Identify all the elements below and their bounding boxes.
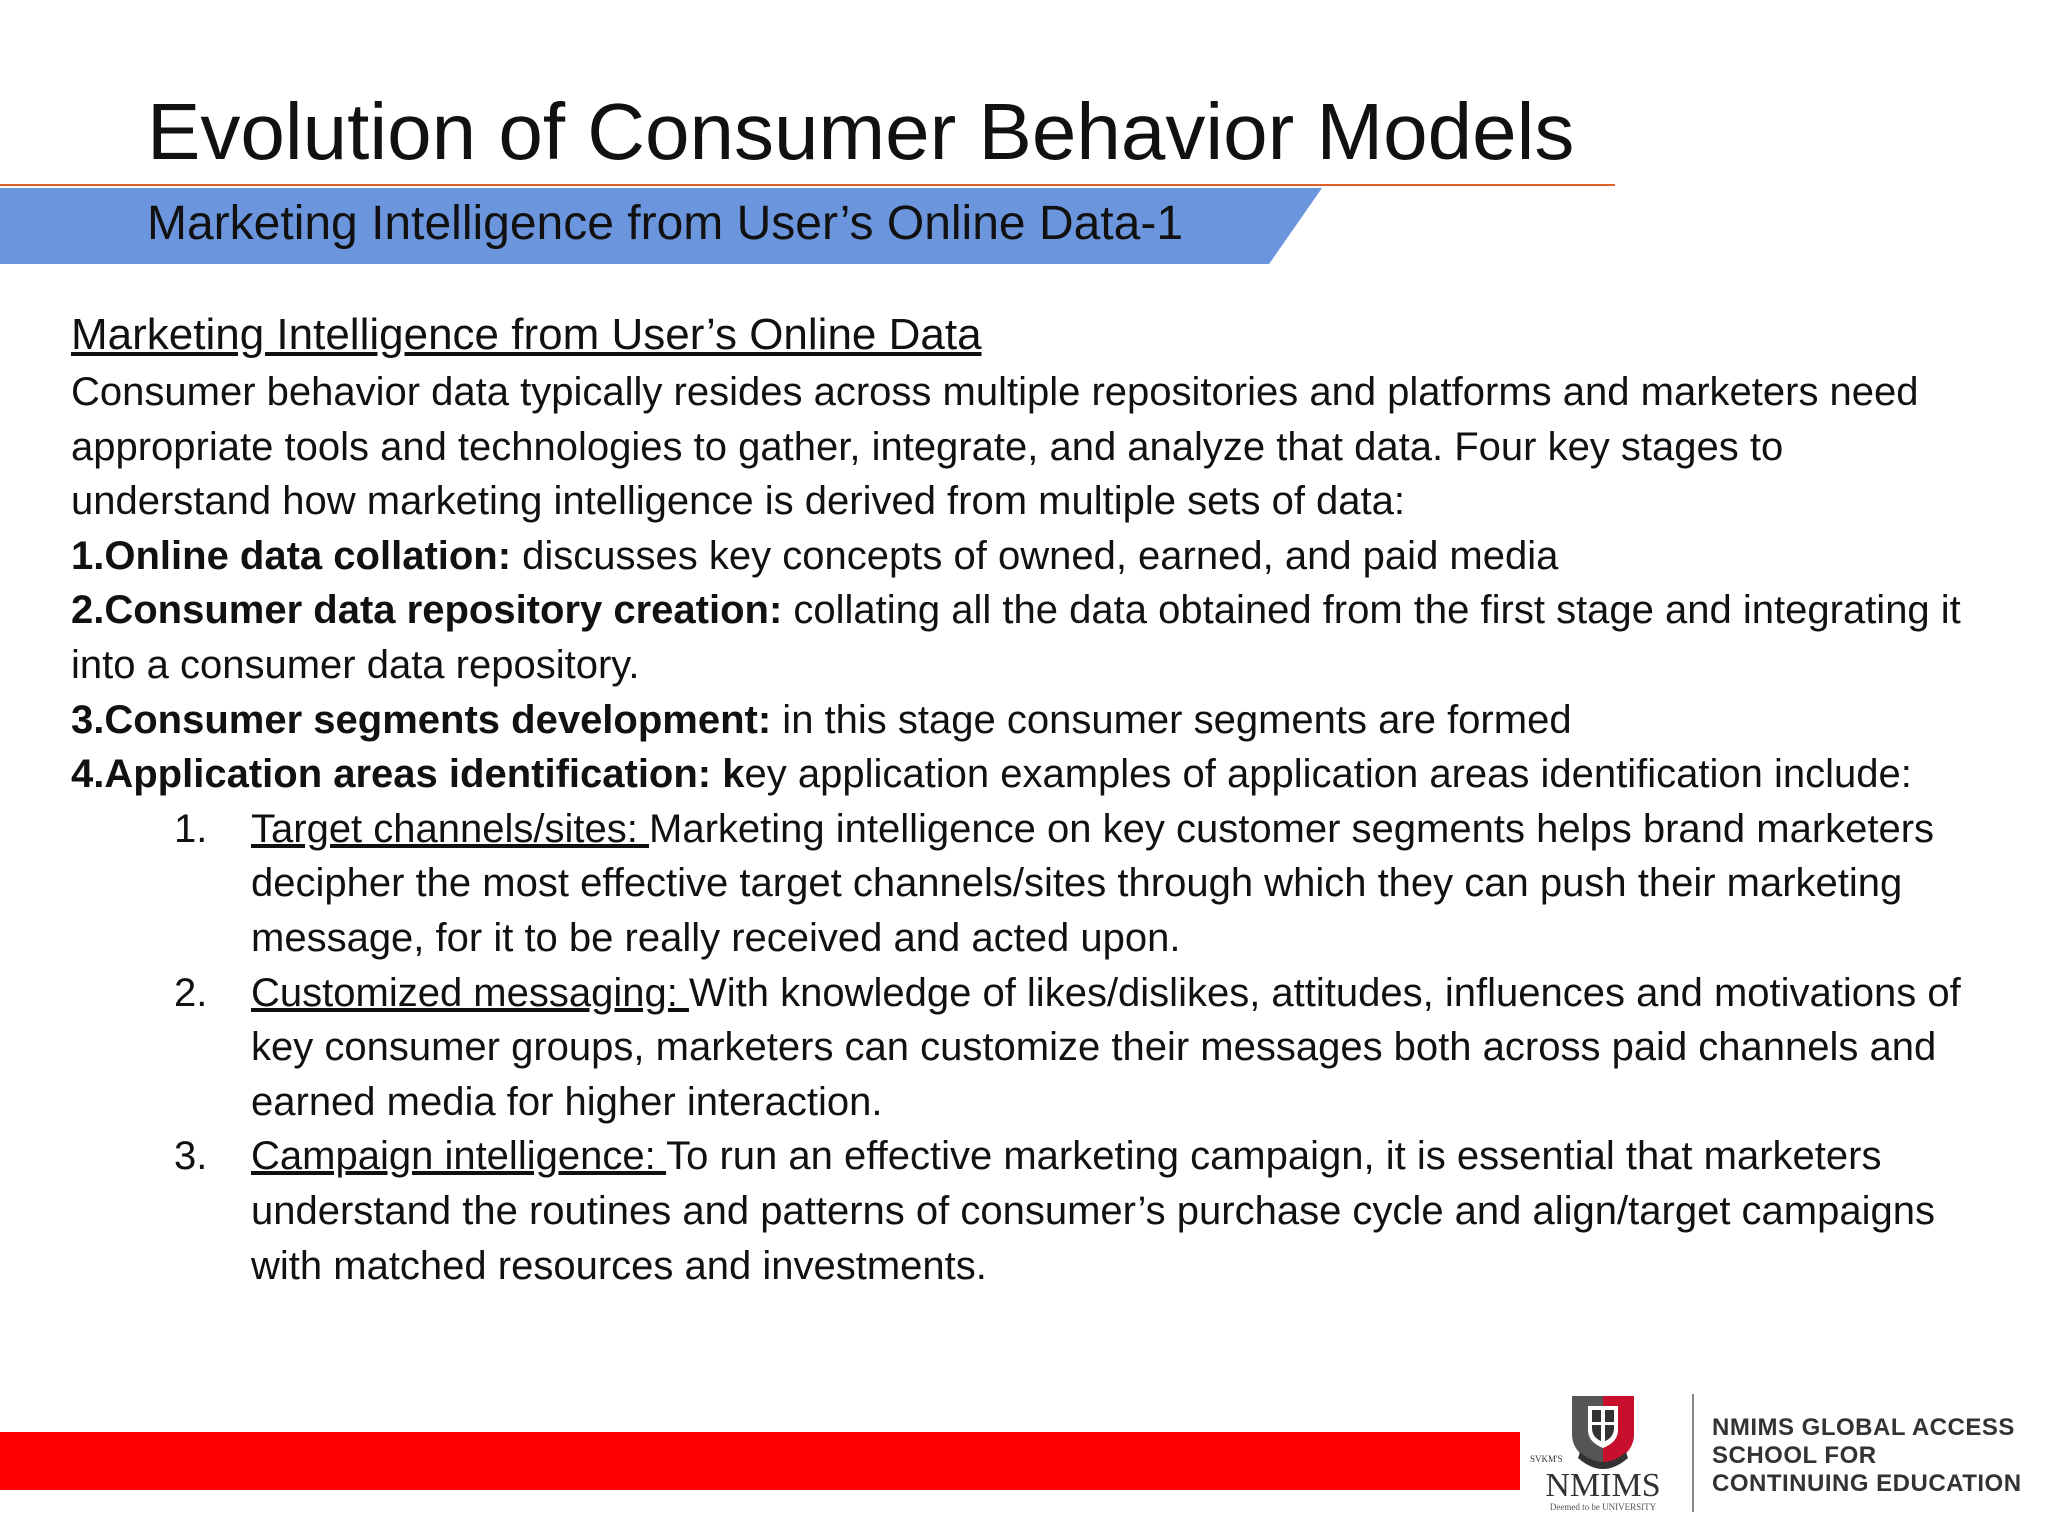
- slide-subtitle: Marketing Intelligence from User’s Online Data-1: [147, 197, 1184, 250]
- stage-item: [71, 747, 1971, 802]
- application-item: [71, 1129, 1981, 1293]
- stage-label: 1.Online data collation:: [71, 533, 512, 578]
- logo-prefix: SVKM'S: [1530, 1454, 1563, 1464]
- application-text: Marketing intelligence on key customer segments helps brand marketers decipher the most effective target channels/sites through which they can push their marketing message, for it to be really received and acted upon.: [251, 806, 1935, 960]
- title-underline-rule: [0, 184, 1615, 186]
- application-item: [71, 802, 1981, 966]
- stage-item: [71, 529, 1971, 584]
- content-heading: Marketing Intelligence from User’s Online Data: [71, 310, 982, 359]
- stage-text: discusses key concepts of owned, earned, and paid media: [511, 533, 1559, 578]
- application-text: With knowledge of likes/dislikes, attitudes, influences and motivations of key consumer groups, marketers can customize their messages both across paid channels and earned media for higher interaction.: [251, 970, 1961, 1124]
- stage-text: in this stage consumer segments are formed: [771, 697, 1572, 742]
- logo-divider: [1692, 1394, 1694, 1512]
- school-name-line: SCHOOL FOR: [1712, 1442, 1877, 1469]
- logo-tagline: Deemed to be UNIVERSITY: [1549, 1502, 1657, 1512]
- footer-red-bar: [0, 1432, 1520, 1490]
- stage-item: [71, 693, 1971, 748]
- application-number: 3.: [174, 1134, 208, 1179]
- stage-label: 2.Consumer data repository creation:: [71, 588, 783, 633]
- application-label: Target channels/sites:: [251, 806, 649, 851]
- stage-label: 3.Consumer segments development:: [71, 697, 772, 742]
- stage-text: ey application examples of application areas identification include:: [744, 752, 1912, 797]
- intro-paragraph: Consumer behavior data typically resides across multiple repositories and platforms and marketers need appropriate tools and technologies to gather, integrate, and analyze that data. Four key stages to understand how marketing intelligence is derived from multiple sets of data:: [71, 370, 1919, 524]
- slide-title: Evolution of Consumer Behavior Models: [147, 87, 1575, 176]
- school-name-line: CONTINUING EDUCATION: [1712, 1470, 2022, 1497]
- school-name: [1712, 1414, 2022, 1498]
- application-label: Campaign intelligence:: [251, 1134, 667, 1179]
- application-label: Customized messaging:: [251, 970, 689, 1015]
- stage-label: 4.Application areas identification: k: [71, 752, 745, 797]
- nmims-logo: [1528, 1390, 1678, 1514]
- application-number: 2.: [174, 970, 208, 1015]
- stage-text: collating all the data obtained from the first stage and integrating it into a consumer data repository.: [71, 588, 1961, 687]
- logo-name: NMIMS: [1545, 1467, 1661, 1504]
- shield-icon: [1572, 1396, 1634, 1469]
- slide-content: [71, 305, 1971, 1293]
- application-item: [71, 966, 1981, 1130]
- application-list: [71, 802, 1971, 1293]
- application-text: To run an effective marketing campaign, it is essential that marketers understand the routines and patterns of consumer’s purchase cycle and align/target campaigns with matched resources and investments.: [251, 1134, 1935, 1288]
- stage-item: [71, 583, 1971, 692]
- school-name-line: NMIMS GLOBAL ACCESS: [1712, 1414, 2015, 1441]
- application-number: 1.: [174, 806, 208, 851]
